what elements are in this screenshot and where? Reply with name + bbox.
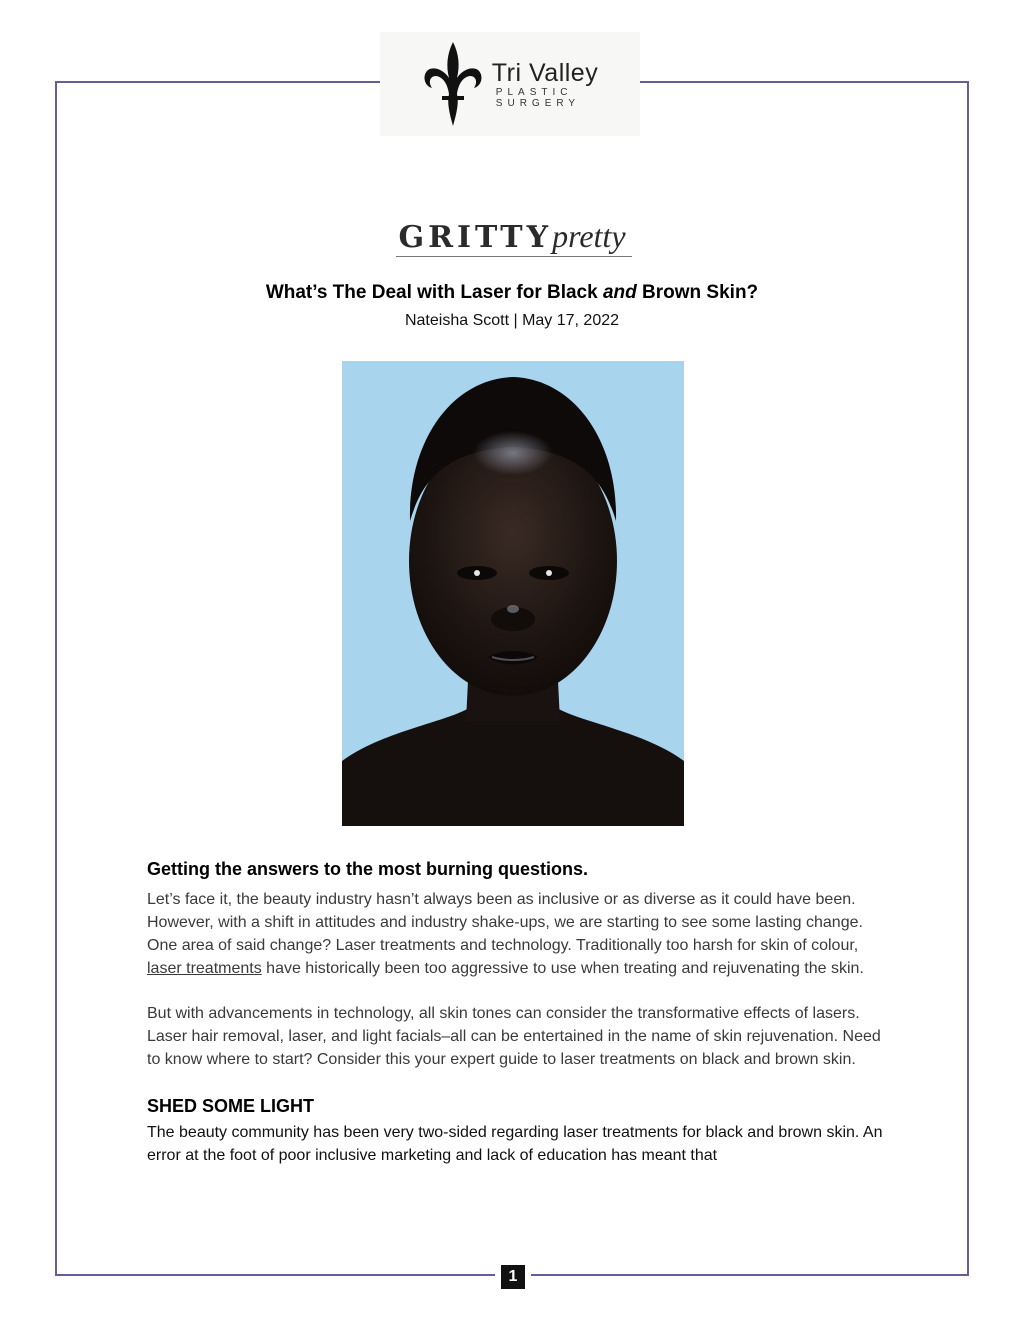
article-byline: Nateisha Scott | May 17, 2022 bbox=[404, 312, 620, 329]
paragraph-2: But with advancements in technology, all skin tones can consider the transformative effects of lasers. Laser hair removal, laser, and light facials–all can be entertained in the name of skin rejuvenation. Need to know where to start? Consider this your expert guide to laser treatments on black and brown skin. bbox=[147, 1005, 881, 1068]
paragraph-1-text-start: Let’s face it, the beauty industry hasn’t always been as inclusive or as diverse as it could have been. However, with a shift in attitudes and industry shake-ups, we are starting to see some lasting change. One area of said change? Laser treatments and technology. Traditionally too harsh for skin of colour, bbox=[147, 891, 863, 954]
article-title bbox=[0, 282, 1024, 304]
publication-name-gritty: GRITTY bbox=[398, 220, 553, 255]
publication-name-pretty: pretty bbox=[552, 218, 626, 254]
tri-valley-logo bbox=[380, 32, 640, 136]
title-part-2: Brown Skin? bbox=[636, 282, 759, 303]
logo-name: Tri Valley bbox=[491, 59, 599, 87]
logo-subtitle-line1: PLASTIC bbox=[495, 87, 573, 98]
publication-underline bbox=[396, 256, 632, 257]
fleur-de-lis-icon bbox=[422, 40, 484, 128]
article-portrait-image bbox=[342, 361, 684, 826]
paragraph-3: The beauty community has been very two-sided regarding laser treatments for black and brown skin. An error at the foot of poor inclusive marketing and lack of education has meant that bbox=[147, 1124, 883, 1164]
section-heading-shed-some-light: SHED SOME LIGHT bbox=[147, 1096, 315, 1116]
paragraph-1 bbox=[147, 888, 887, 980]
logo-subtitle-line2: SURGERY bbox=[495, 98, 581, 109]
page-number: 1 bbox=[501, 1265, 525, 1289]
section-heading-burning-questions: Getting the answers to the most burning questions. bbox=[147, 859, 589, 879]
portrait-illustration bbox=[342, 361, 684, 826]
title-emphasis: and bbox=[602, 282, 637, 303]
article-body bbox=[147, 856, 887, 1167]
title-part-1: What’s The Deal with Laser for Black bbox=[265, 282, 603, 303]
publication-logo bbox=[0, 218, 1024, 255]
laser-treatments-link[interactable]: laser treatments bbox=[147, 960, 262, 977]
paragraph-1-text-end: have historically been too aggressive to use when treating and rejuvenating the skin. bbox=[261, 960, 864, 977]
